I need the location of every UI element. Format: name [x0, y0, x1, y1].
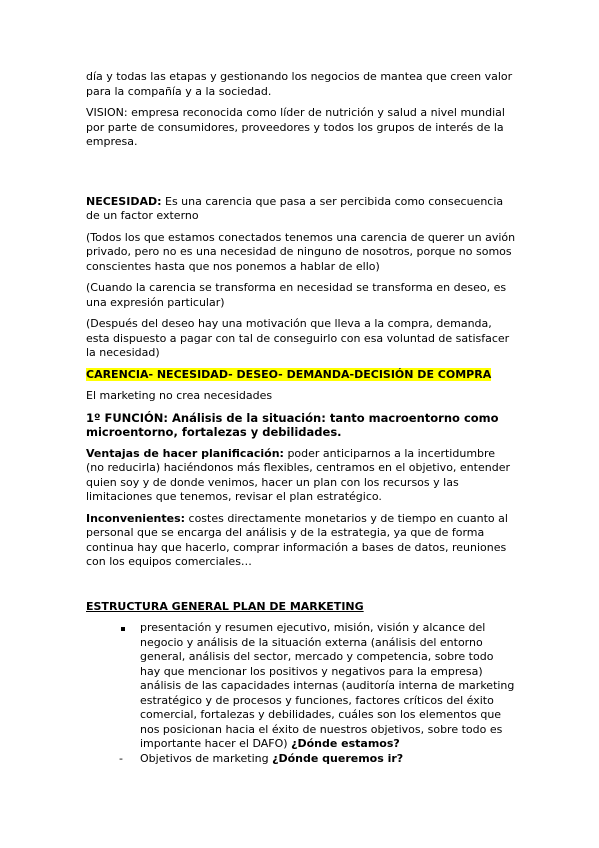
- list-item: [86, 752, 516, 767]
- highlight-text: CARENCIA- NECESIDAD- DESEO- DEMANDA-DECISIÓN DE COMPRA: [86, 367, 492, 381]
- paragraph-marketing-note: El marketing no crea necesidades: [86, 389, 273, 402]
- paragraph-necesidad: [86, 195, 516, 224]
- section-heading: ESTRUCTURA GENERAL PLAN DE MARKETING: [86, 599, 364, 613]
- paragraph-example-2: (Cuando la carencia se transforma en necesidad se transforma en deseo, es una expresión particular): [86, 281, 507, 309]
- list-item-question: ¿Dónde estamos?: [291, 737, 400, 750]
- inconvenientes-text: costes directamente monetarios y de tiempo en cuanto al personal que se encarga del análisis y de la estrategia, ya que de forma continua hay que hacerlo, comprar información a bases de datos, reuniones con los equipos comerciales…: [86, 511, 508, 568]
- paragraph-ventajas: [86, 447, 516, 505]
- paragraph-example-3: (Después del deseo hay una motivación que lleva a la compra, demanda, esta dispuesto a pagar con tal de conseguirlo con esa voluntad de satisfacer la necesidad): [86, 317, 510, 359]
- inconvenientes-label: Inconvenientes:: [86, 511, 186, 525]
- list-item-question: ¿Dónde queremos ir?: [272, 751, 404, 765]
- ventajas-text: poder anticiparnos a la incertidumbre (no reducirla) haciéndonos más flexibles, centramos en el objetivo, entender quien soy y de donde venimos, hacer un plan con los recursos y las limitaciones que tenemos, revisar el plan estratégico.: [86, 446, 510, 503]
- paragraph-example-1: (Todos los que estamos conectados tenemos una carencia de querer un avión privado, pero no es una necesidad de ninguno de nosotros, porque no somos conscientes hasta que nos ponemos a hablar de ello): [86, 230, 516, 273]
- funcion-heading: 1º FUNCIÓN: Análisis de la situación: tanto macroentorno como microentorno, fortalezas y debilidades.: [86, 410, 499, 439]
- document-body: [86, 70, 516, 766]
- list-item: [86, 621, 516, 752]
- paragraph-inconvenientes: [86, 512, 516, 570]
- highlight-sequence: [86, 368, 516, 383]
- list-item-text: presentación y resumen ejecutivo, misión, visión y alcance del negocio y análisis de la situación externa (análisis del entorno general, análisis del sector, mercado y competencia, sobre todo hay que mencionar los positivos y negativos para la empresa) análisis de las capacidades internas (auditoría interna de marketing estratégico y de procesos y funciones, factores críticos del éxito comercial, fortalezas y debilidades, cuáles son los elementos que nos posicionan hacia el éxito de nuestros objetivos, sobre todo es importante hacer el DAFO): [140, 621, 515, 750]
- bullet-icon: [121, 627, 125, 631]
- necesidad-label: NECESIDAD:: [86, 194, 162, 208]
- list-item-text: Objetivos de marketing: [140, 751, 273, 765]
- necesidad-text: Es una carencia que pasa a ser percibida como consecuencia de un factor externo: [86, 194, 504, 222]
- dash-marker: -: [119, 751, 123, 765]
- paragraph-vision: VISION: empresa reconocida como líder de nutrición y salud a nivel mundial por parte de consumidores, proveedores y todos los grupos de interés de la empresa.: [86, 106, 505, 148]
- ventajas-label: Ventajas de hacer planificación:: [86, 446, 284, 460]
- paragraph-mission-end: día y todas las etapas y gestionando los negocios de mantea que creen valor para la compañía y a la sociedad.: [86, 70, 513, 98]
- plan-structure-list: [86, 621, 516, 766]
